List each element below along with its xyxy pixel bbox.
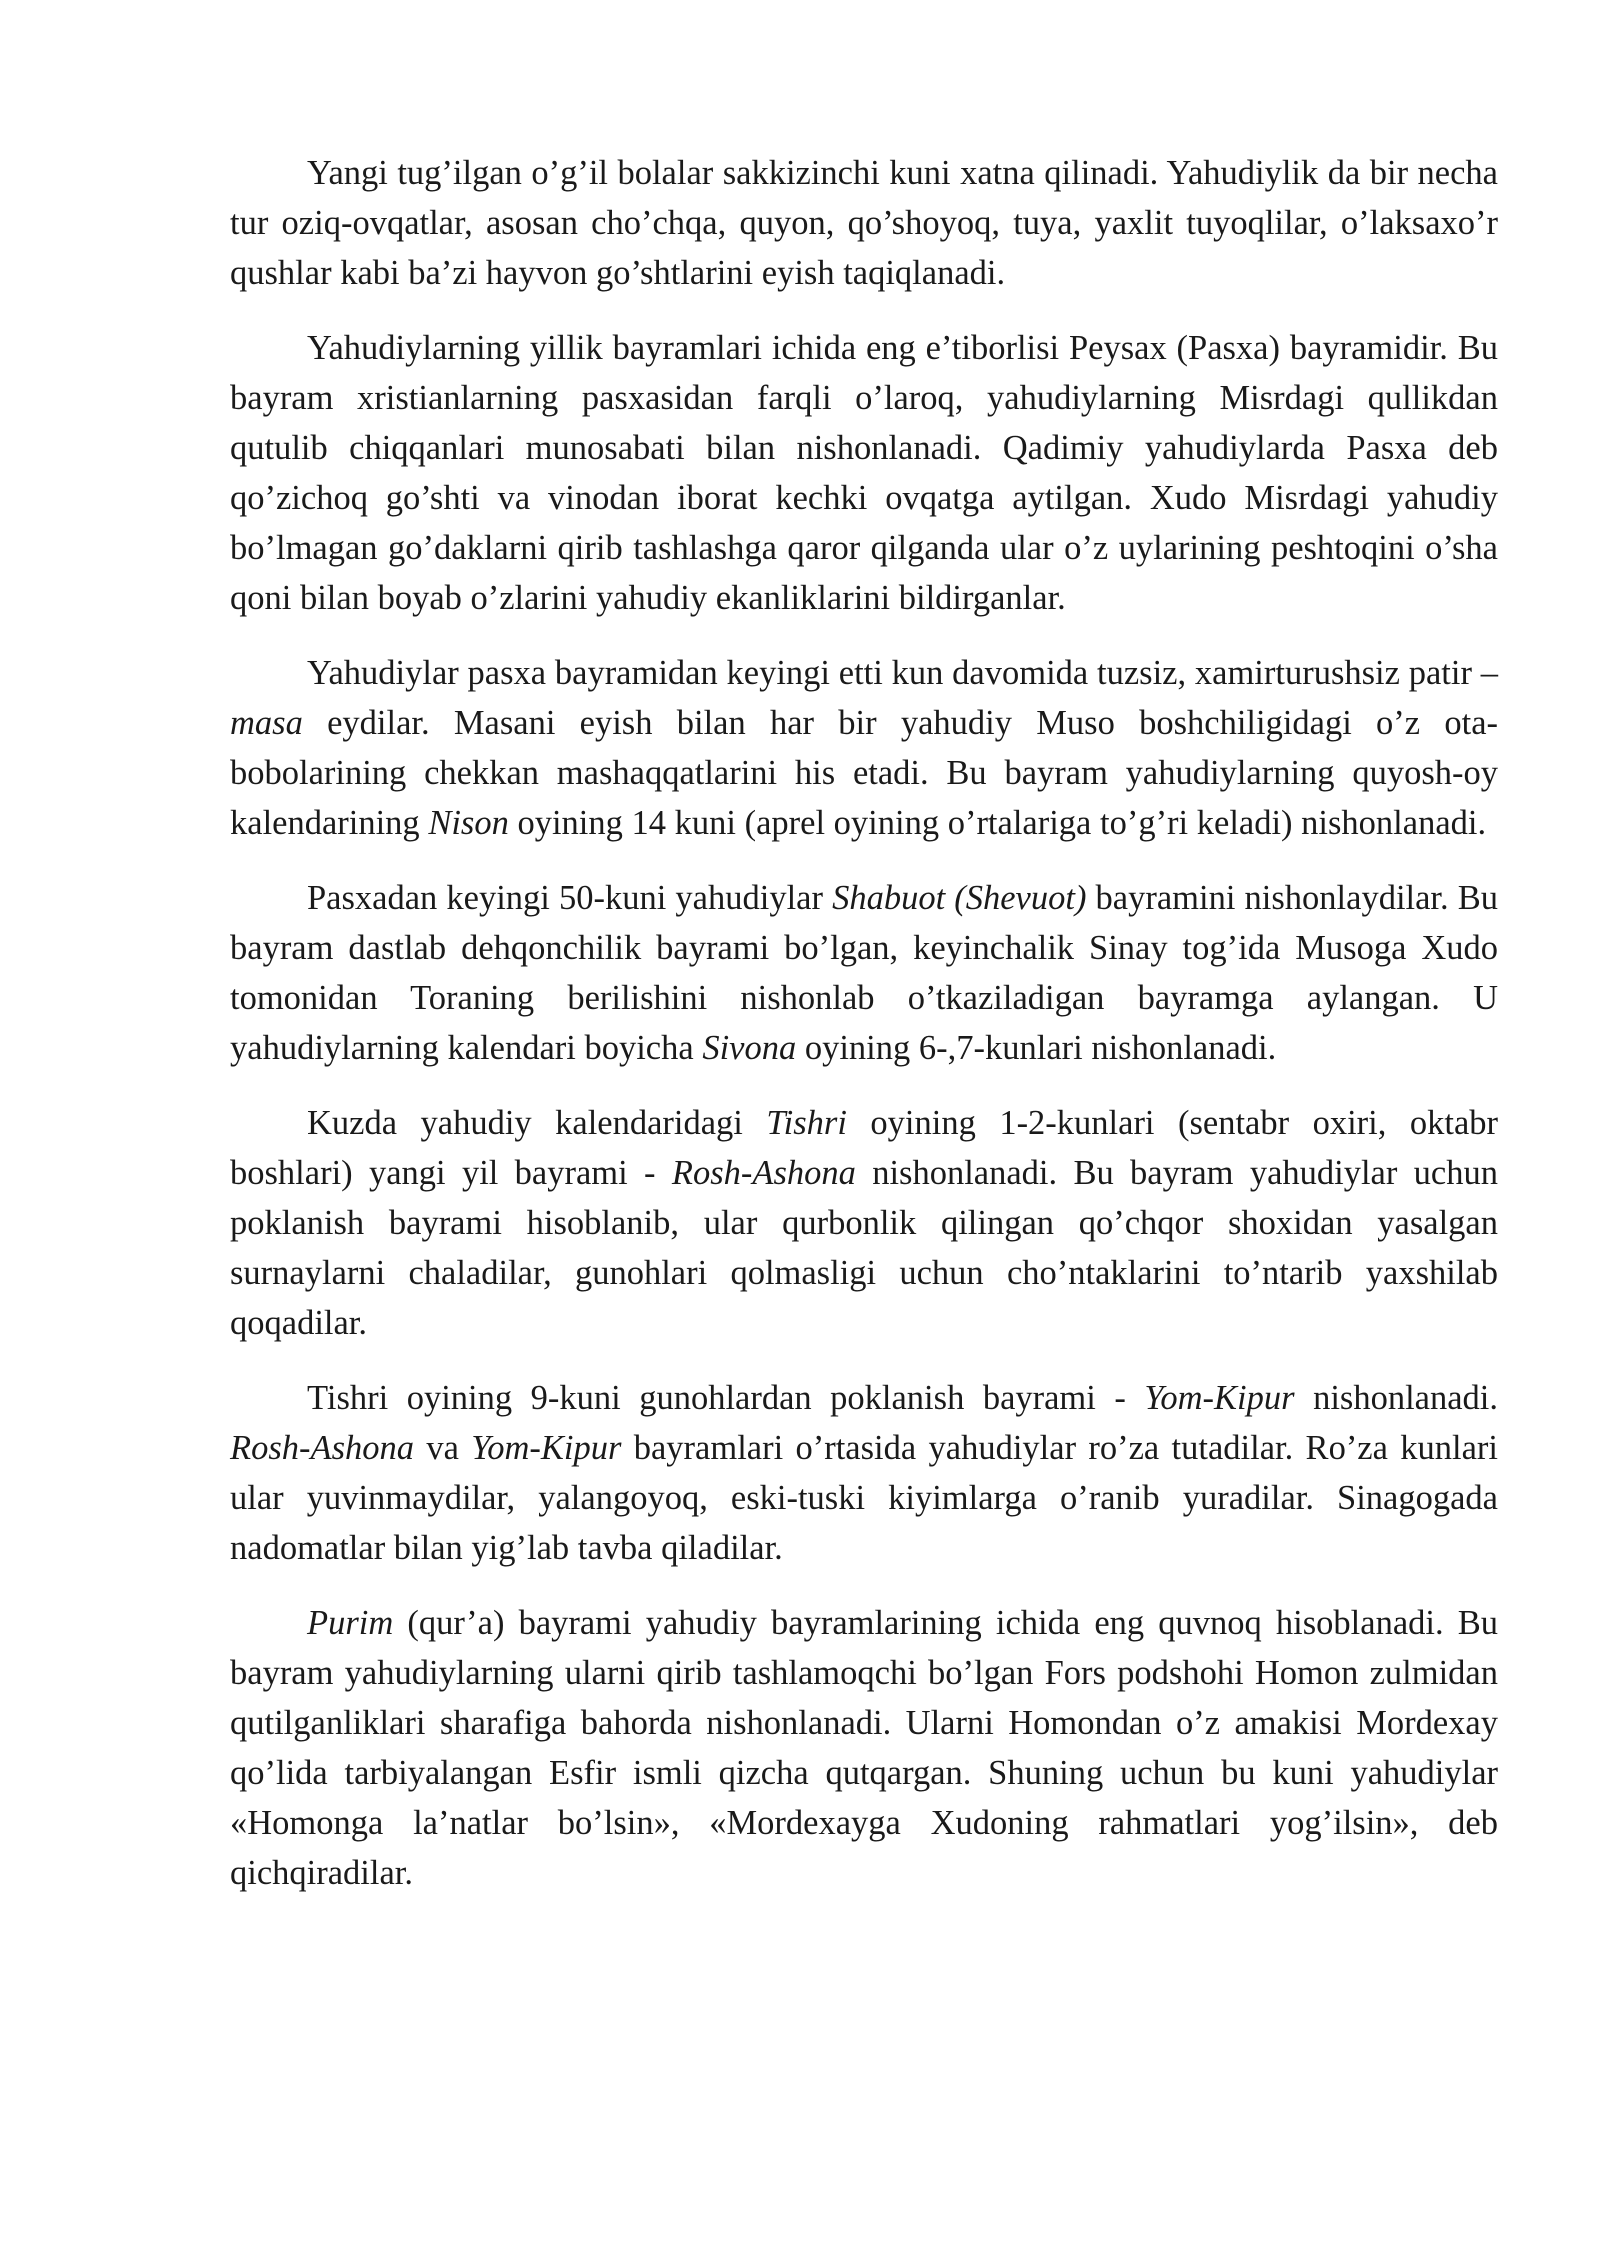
text-run: nishonlanadi. xyxy=(1294,1379,1498,1417)
italic-term-sivona: Sivona xyxy=(702,1029,797,1067)
text-run: nishonlanadi. Bu bayram yahudiylar uchun poklanish bayrami hisoblanib, ular qurbonlik qilingan qo’chqor shoxidan yasalgan surnaylarni chaladilar, gunohlari qolmasligi uchun cho’ntaklarini to’ntarib yaxshilab qoqadilar. xyxy=(230,1154,1498,1342)
paragraph-shabuot xyxy=(230,873,1498,1073)
paragraph-purim xyxy=(230,1598,1498,1898)
italic-term-masa: masa xyxy=(230,704,303,742)
italic-term-yom-kipur: Yom-Kipur xyxy=(1144,1379,1295,1417)
text-run: Yahudiylar pasxa bayramidan keyingi etti kun davomida tuzsiz, xamirturushsiz patir – xyxy=(307,654,1498,692)
paragraph-masa xyxy=(230,648,1498,848)
paragraph-circumcision-food-laws xyxy=(230,148,1498,298)
text-run: Yangi tug’ilgan o’g’il bolalar sakkizinchi kuni xatna qilinadi. Yahudiylik da bir necha tur oziq-ovqatlar, asosan cho’chqa, quyon, qo’shoyoq, tuya, yaxlit tuyoqlilar, o’laksaxo’r qushlar kabi ba’zi hayvon go’shtlarini eyish taqiqlanadi. xyxy=(230,154,1498,292)
paragraph-rosh-ashona xyxy=(230,1098,1498,1348)
text-run: bayramlari o’rtasida yahudiylar ro’za tutadilar. Ro’za kunlari ular yuvinmaydilar, yalangoyoq, eski-tuski kiyimlarga o’ranib yuradilar. Sinagogada nadomatlar bilan yig’lab tavba qiladilar. xyxy=(230,1429,1498,1567)
text-run: oyining 1-2-kunlari (sentabr oxiri, oktabr boshlari) yangi yil bayrami - xyxy=(230,1104,1498,1192)
italic-term-nison: Nison xyxy=(428,804,509,842)
paragraph-yom-kipur xyxy=(230,1373,1498,1573)
text-run: oyining 14 kuni (aprel oyining o’rtalariga to’g’ri keladi) nishonlanadi. xyxy=(508,804,1487,842)
text-run: eydilar. Masani eyish bilan har bir yahudiy Muso boshchiligidagi o’z ota-bobolarining chekkan mashaqqatlarini his etadi. Bu bayram yahudiylarning quyosh-oy kalendarining xyxy=(230,704,1498,842)
italic-term-yom-kipur: Yom-Kipur xyxy=(471,1429,622,1467)
text-run: va xyxy=(414,1429,472,1467)
text-run: bayramini nishonlaydilar. Bu bayram dastlab dehqonchilik bayrami bo’lgan, keyinchalik Sinay tog’ida Musoga Xudo tomonidan Toraning berilishini nishonlab o’tkaziladigan bayramga aylangan. U yahudiylarning kalendari boyicha xyxy=(230,879,1498,1067)
text-run: Yahudiylarning yillik bayramlari ichida eng e’tiborlisi Peysax (Pasxa) bayramidir. Bu bayram xristianlarning pasxasidan farqli o’laroq, yahudiylarning Misrdagi qullikdan qutulib chiqqanlari munosabati bilan nishonlanadi. Qadimiy yahudiylarda Pasxa deb qo’zichoq go’shti va vinodan iborat kechki ovqatga aytilgan. Xudo Misrdagi yahudiy bo’lmagan go’daklarni qirib tashlashga qaror qilganda ular o’z uylarining peshtoqini o’sha qoni bilan boyab o’zlarini yahudiy ekanliklarini bildirganlar. xyxy=(230,329,1498,617)
text-run: (qur’a) bayrami yahudiy bayramlarining ichida eng quvnoq hisoblanadi. Bu bayram yahudiylarning ularni qirib tashlamoqchi bo’lgan Fors podshohi Homon zulmidan qutilganliklari sharafiga bahorda nishonlanadi. Ularni Homondan o’z amakisi Mordexay qo’lida tarbiyalangan Esfir ismli qizcha qutqargan. Shuning uchun bu kuni yahudiylar «Homonga la’natlar bo’lsin», «Mordexayga Xudoning rahmatlari yog’ilsin», deb qichqiradilar. xyxy=(230,1604,1498,1892)
italic-term-rosh-ashona: Rosh-Ashona xyxy=(671,1154,856,1192)
italic-term-tishri: Tishri xyxy=(766,1104,847,1142)
text-run: Pasxadan keyingi 50-kuni yahudiylar xyxy=(307,879,833,917)
italic-term-purim: Purim xyxy=(307,1604,394,1642)
paragraph-peysax xyxy=(230,323,1498,623)
text-run: oyining 6-,7-kunlari nishonlanadi. xyxy=(796,1029,1277,1067)
text-run: Kuzda yahudiy kalendaridagi xyxy=(307,1104,767,1142)
document-page xyxy=(230,148,1498,1923)
italic-term-shabuot: Shabuot (Shevuot) xyxy=(832,879,1087,917)
text-run: Tishri oyining 9-kuni gunohlardan poklanish bayrami - xyxy=(307,1379,1145,1417)
italic-term-rosh-ashona: Rosh-Ashona xyxy=(230,1429,414,1467)
